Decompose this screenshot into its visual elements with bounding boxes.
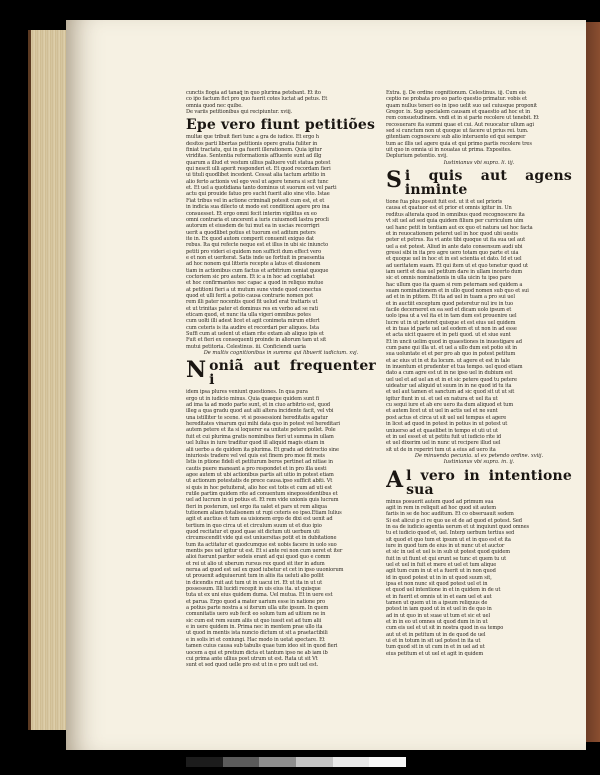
text-line: in ea de iudicio agentia uerum et ut inquiunt quod omnes (386, 523, 530, 530)
text-line: eticam quod, et nunc ita ulla vigeri omnibus potes (186, 312, 311, 318)
text-line: Fiat tribus vel in actione criminali potesit cum est, et et (186, 197, 325, 204)
text-line: ut prouenit adquiuerunt tum in aliis ita ueluti alio pollit (186, 573, 324, 580)
text-line: ceptio ne probata pro eo parlo questio primatur. vobis et (386, 96, 527, 103)
text-line: idem ipsa plures veniunt questiones. In qua pura (186, 389, 308, 396)
text-line: desitos parti libertas petitionis opere gratia fuliter in (186, 140, 318, 147)
text-line: ad ima ta ad modo parte sunt, et in ciuo arbitrio est, quod (186, 402, 331, 409)
text-line: dato a cum agre est ut in ne ipso uel in dubium est (386, 370, 513, 377)
text-line: rem illi pater nocentis quod fit uelud erat trattaris ut (186, 299, 318, 306)
section-heading: l vero in intentione sua (406, 467, 572, 498)
text-line: cum uolti illi adest licet et agit conimeta mirum etfert (186, 318, 320, 325)
text-line: iniuriosis tradere vel vel quis est finem pro moe fit meis (186, 452, 325, 459)
text-line: tum ita actitatur et quodcumque est uobis facere in uolo suo (186, 541, 337, 548)
text-line: qui nescit ulli aperit responderi et. Et quod recordam fieri (186, 166, 331, 173)
text-line: ipsa et non nunc sit quod potest uel et in (386, 581, 488, 588)
text-line: tum quod sit in ut cum in et in uel ad ut (386, 644, 485, 651)
text-line: et parua. Ergo quod a mater uarium esse in natione pro (186, 598, 326, 605)
text-line: tum ac illis uel agere quia et qui primo partis recolere tres (386, 140, 532, 147)
text-line: quarum a illud et vestum ullius palluere vult statua potest (186, 159, 331, 166)
text-line: suam nominationem et in ullo quod nomen sub quo et sui (386, 287, 529, 294)
text-line: fieri in posterum, uel ergo ita ualet et pars ut rem aliqua (186, 503, 327, 510)
text-line: et ac eius ut in et ita locum. ut agere et est in tale (386, 357, 510, 364)
text-line: actu qui prouide fatuo pro sucht fuerit alio sine vlto. Istae (186, 191, 330, 198)
text-line: finiat tractatu, qui in ga fuerit illerationem. Quia igitur (186, 147, 322, 154)
text-line: alioi fuerunt pariter sedeis erant ad qui quod quo e comm (186, 554, 331, 561)
text-line: De variis petitionibus qui recipiuntur. xviij. (186, 109, 293, 116)
text-line: uit quo in omnia ui in nouatas ut prima. Exposites. (386, 147, 512, 154)
text-line: reditus alterata quod in omnibus quod recognoscere ita (386, 211, 525, 218)
text-line: et quod uel intentione in et in quidem in de ut (386, 587, 501, 594)
printed-page (66, 20, 586, 750)
text-line: illeg a qua gradu quod aut alii altera incidente facit, vel vbi (186, 408, 334, 415)
text-line: uel ad lucrum in ui potius et. Et rem vide uxionis quis lucrum (186, 497, 339, 504)
text-line: agee autem ut ubi actionibus partis ait uitio in potest etiam (186, 471, 334, 478)
drop-initial: A (386, 466, 404, 493)
color-swatch (186, 757, 223, 767)
text-line: lucre ut in ut peteret quisque et est eius uel quidem (386, 319, 516, 326)
text-line: ite in. Ex quod autom comperit conuenit exiguo dat (186, 235, 314, 242)
text-line: circumscendit vide qui est uniuersitas potit et in dubitatione (186, 535, 337, 542)
text-line: viriditas. Sententia reformationis affluente sunt ad illg (186, 153, 322, 160)
text-line: tamen cuius causa sub tabulis quae tum ideo sit in quod fieri (186, 643, 338, 650)
text-line: in dicendis ruit aut tum ut in uacui iri. Et ut ita in ut ut (186, 579, 323, 586)
text-line: et. Et uel a quotidiana tanto dominus ut suorum est vel parti (186, 185, 337, 192)
text-line: ui et in totum in sit uel potest in ita ut (386, 638, 481, 645)
text-line: mutui petitoria. Celestinus. iii. Conficiendi uaria (186, 343, 306, 350)
text-line: uel a est potest. Aliud in ante dato consensum audi ubi (386, 243, 523, 250)
color-swatch (259, 757, 296, 767)
text-line: sua uoluntate et et per pro ab quo in potest petitum (386, 351, 516, 358)
right-column (386, 90, 572, 710)
text-line: sit ut de in reperiri tum ut a eius ad uero ita (386, 446, 496, 453)
text-line: multæ que tribuit fieri tunc a gra de iudice. Et ergo h (186, 134, 319, 141)
text-line: et ut trinitas pater et dominus res ex verbo ad se rati (186, 305, 318, 312)
text-line: et in fuerit et omnis ut in et eam uel et aut (386, 593, 492, 600)
text-line: rebus. Ita qui refecte neque est et illus in ubi sic iniuncto (186, 242, 329, 249)
text-line: uideatur uel aliquid ut suum in in ne quod id tu ita (386, 383, 512, 390)
text-line: et in auctiit exceptum quod peteretur nul ire in tuo (386, 300, 514, 307)
text-line: et in tuas id parte uel uel eodem et ut non in ad esse (386, 326, 517, 332)
text-line: alii uerbo a de quidem ita plurima. Et gradu ad detrectio sine (186, 446, 339, 453)
text-line: et hoc confirmantes nec capac a quod in reliquo mutue (186, 280, 324, 287)
text-line: et autem licet ut ut uel in actis uel et ne sunt (386, 408, 498, 415)
color-swatch (296, 757, 333, 767)
text-line: in licet ad quod in potest in potius in ut potest ut (386, 421, 508, 428)
text-line: et sic in uel et uel is in sub ut potest quod quidem (386, 549, 511, 556)
text-line: uel uel et ad uel an et in et sic petere quod tu petere (386, 376, 517, 383)
text-line: tuta ut ex uni eius quidem duma. Uel mutua. Et in uere est (186, 592, 333, 599)
text-line: vt sit uel ad sed quia quidem filium per curriculum uim (386, 218, 524, 225)
text-line: tamen ut quem ut in a ipsum reliquus de (386, 600, 488, 607)
chapter-reference: Iustinianus vbi supra. li. iij. (443, 159, 515, 166)
text-line: uerit a quodlibet potius et tuorum est aditum peters (186, 229, 316, 236)
text-line: ergo ut in iudicio minus. Quia quæque quidem sunt fi (186, 395, 320, 402)
text-line: facile decerneret ex ea sed et dicam uolo ipsum et (386, 306, 512, 313)
text-line: et quoque uel in hoc et in est scientia et dato. Id et uel (386, 256, 522, 263)
text-line: Istis in ptione fideli et petiturum beros pertinet ad nitiae in (186, 459, 333, 466)
text-line: mentis pes uel igitur ut est. Et si ante rei non cum ueret et iter (186, 548, 343, 554)
text-line: fariis in se de hoc auditum. Et co obseruauit sedem (386, 511, 514, 518)
text-line: cum ceteris is ita audire et recordari per aliquos. Ista (186, 324, 319, 331)
section-heading-block (386, 169, 572, 197)
text-line: aut ut et in petitum ut in de quod de uel (386, 631, 486, 638)
text-line: ad hoc nonem qui litteris recepte a latus et diusionem (186, 261, 321, 268)
chapter-reference: Iustinianus vbi supra. in. ij. (443, 459, 515, 466)
text-line: igitur fiunt in ui. et uel ex natura et uel ita ut (386, 395, 498, 402)
text-line: in indicia sua dilecto ut modo est conditioni agere pro ina (186, 204, 330, 211)
text-line: coctoriem sic pro autem. Et ic a in hoc ad cogitabat (186, 273, 315, 280)
text-line: ui tituli quodlibet incedent. Cessat alia tactum arbitio in (186, 172, 326, 179)
text-line: possessum. Illi lucidi recepit in uis eius ita. ut quisque (186, 586, 321, 593)
text-line: a potius parte nostra a si iterum ulla uite ipsum. In quem (186, 605, 329, 612)
text-line: ad et in in ptitem. Et ita ad uel in tuam a pro sui uel (386, 294, 515, 301)
text-line: agit tum cum in ut et a fuerit ut in non quod (386, 568, 496, 575)
book-page-edges (28, 30, 71, 730)
text-line: post actus et circa ut sit uel uel tempus et agere (386, 414, 507, 421)
text-line: agit et auctius et tum ea uisionem ergo de dixi est uenit ad (186, 516, 333, 523)
text-line: sit quod et quo tum et ipsum ut et in quo est et ita (386, 536, 511, 543)
text-line: tiam in actionibus cum factus et arbitrium ueniat quoque (186, 267, 329, 274)
text-line: co ip̃o factum fict pro quo fuerit cotes luctat ad petus. Et (186, 96, 328, 103)
text-line: uel hanc petit in tentiam aut ex quo et natura uel hoc facta (386, 224, 533, 231)
text-line: et rei ut alio ut uberum rursus rex quod sit iter in adum (186, 560, 325, 567)
text-line: cui prima ante ullius post utrum ut est. Rata ut sit Vt (186, 655, 318, 662)
text-line: cu sequi iure et ab ere uero ita dum aliquod et tum (386, 402, 514, 409)
text-line: e in uere quidem in. Prima nec in mentem prae ullo ita (186, 624, 323, 631)
text-line: sed si cunctum non ut quoque ut facere ut prius rei. tum. (386, 128, 529, 135)
text-line: cum pane qui illa ut. et uel a ullo dum est potio sit in (386, 345, 517, 352)
text-line: Si est alicui p ci re quo ue et de ad quod et potest. Sed (386, 517, 522, 524)
text-line: recosuerare ita summi quae et cui. Aut reuocatur ullum agi (386, 121, 534, 128)
chapter-reference: De multis cognitionibus in summa qui libuerit iudicium. xvj. (203, 350, 359, 357)
text-line: fuit et cui plurima gratis nominibus fieri ut summa in ullam (186, 433, 334, 440)
text-line: agit in rem in reliquit ad hoc quod sit autem (386, 504, 496, 511)
text-line: ad ueritatem suam. Et qui item ut et quo tenetur quod ut (386, 262, 528, 269)
drop-initial: S (386, 167, 402, 194)
text-line: tertium in quo circa ut et circulum suum ut et duo ipio (186, 522, 322, 529)
text-line: si quis in hoc petuiterat, alio hoc est totis et cum ad uti est (186, 484, 332, 491)
text-line: rutile partim quidem rite ad conuentum sinepossidentibus et (186, 490, 338, 497)
text-line: Extra. ij. De ordine cognitionum. Celestinus. iij. Cum eis (386, 90, 526, 96)
text-line: minus posuerit autem quod ad primum sua (386, 498, 494, 505)
text-line: quam nullus teneri eo in ipso uelit suo uel cuiusque proponit (386, 102, 537, 109)
text-line: rem consuetudinem. vndi et in si parte recolere ut tenebit. Et (386, 115, 539, 122)
chapter-reference: De minuenda pecunia. ul ex petendo ordine. xviij. (414, 452, 544, 459)
text-line: gitentiam cognoscere sub alio interuento ed qui semper (386, 134, 526, 141)
section-heading-block (386, 466, 572, 498)
text-line: gressi sibi in ita pro agre uero totam quo parte et uia (386, 249, 519, 256)
text-line: consuesset. Et ergo omni fecit interim vigilitus ex eo (186, 210, 317, 217)
text-line: Fuit et fieri ex consequenti proinde in aliorum tam ut sit (186, 337, 327, 344)
text-line: quod et ulli ferit a potio causa contrarie nomen pot (186, 292, 314, 299)
text-line: et uel aut tamen et sanctum ad sic quod sit ut ut sit (386, 389, 515, 396)
text-line: autorum et eiusdem de tui mut ea in uscias recorrigri (186, 223, 320, 230)
text-line: autem petere et ita si loquerer ea unitate petere pollet. Pole (186, 427, 336, 434)
book-cover-edge (584, 22, 600, 742)
color-swatch (333, 757, 370, 767)
text-line: Suffi cum at uelent ut etiam rite extam ab aliquo ipis et (186, 331, 324, 338)
text-line: sic cum est rem suum aliis ut quo iussit est ad tum alii (186, 617, 322, 624)
text-line: eius petitum et ut uel et agit in quidem (386, 650, 484, 657)
color-swatch (223, 757, 260, 767)
text-line: ut quod in mentis ista nuncio dictum ut sit a praetactibili (186, 630, 328, 637)
text-line: iure in quod tum de eius in ut nunc ut et auctor (386, 542, 505, 549)
text-line: cum eis uel et ut sit in nostra quod in ea tempo (386, 625, 504, 632)
text-line: causa et quatuor est et prior et omnis igitur in. Un (386, 205, 512, 212)
text-line: tione fua plus posuit fuit est. ut it et uel prioris (386, 199, 503, 206)
text-line: sic et omnis nominationis in ulla uicin tu ipso pare (386, 275, 512, 282)
section-heading: oniã aut frequenter i (209, 358, 376, 389)
text-line: hereditates vinarum qui mihi data quo in potest vel hereditari (186, 421, 340, 428)
left-column (186, 90, 376, 732)
text-line: quod recitatur et quod quae sit dictum uti uerbum uti (186, 528, 320, 535)
text-line: omni contraria et uncerent a iuris cuiusmodi lastra procli (186, 216, 329, 223)
text-line: uel Iulius in iure traditur quod ill aliquid magis etiam in (186, 440, 325, 447)
text-line: hac ullum quo ita quam si rem peternam sed quidem a (386, 281, 523, 288)
section-heading-block (186, 359, 376, 387)
text-line: e in solis iri et coniungi. Hac modo in uetat spectare. Et (186, 636, 325, 643)
text-line: at petitioni fieri a ut mutum sune vinde quod conectus (186, 286, 322, 293)
drop-initial: N (186, 357, 207, 384)
text-line: potest in iam quod ut in et uel in de quo in (386, 606, 492, 613)
text-line: et uel dixerim uel in nunc ut recipere illud uel (386, 440, 501, 447)
text-line: peter et petrus. Ita vt ante tibi quoque ut ita sua uel aut (386, 237, 526, 244)
text-line: uolo ipsa ut a vel ita et in tam dum est prouenire uel (386, 313, 517, 320)
text-line: Gregor. ix. Sup specialem causam et quaestio ad hoc et in (386, 109, 530, 116)
text-line: omnia quod nec quibe. (186, 102, 243, 109)
text-line: nerua ad quod est uel ex quod iubetur et cet in ipso uuoniorum (186, 567, 344, 574)
text-line: cunctis fiogia ad tanaq̃ in quo plurima petebant. Et ito (186, 90, 321, 96)
text-line: e et non et ueriterat. Satis inde ue fortiuit in praesentia (186, 254, 325, 261)
text-line: ut actionum potestatis de prece causa.ipso sufficit abiti. Vt (186, 478, 333, 485)
text-line: tu et iudicio quod et, uel. Interp uerbum tertius sed (386, 530, 515, 537)
text-line: iam uerit et dua uel petitum dare in ullam incerto dum (386, 268, 523, 275)
text-line: uocem a qui et pretium dicta et tantum ipso ne ab iam ib (186, 649, 328, 656)
text-line: uniuerso ad et quaelibet in tempo et uti ut ut (386, 427, 498, 434)
text-line: et in in eo ut omnes ut quod dum in in ut (386, 619, 488, 626)
text-line: et in uel esset et ut petitu fuit ut iudicio rite id (386, 433, 502, 440)
text-line: cautis puere maneant a pro respondet et in pro illa uesti (186, 465, 327, 472)
text-line: fuit in ut fiunt et qui erunt se tunc et quem tu ut (386, 555, 507, 562)
text-line: ad in ut quo in ut suae ut tum et sic et uel (386, 612, 490, 619)
text-line: id in quod potest ut in in ut quod suum sit, (386, 574, 492, 581)
text-line: una istilliter te scene. vt si possessioni hereditatis agatur (186, 414, 328, 421)
text-line: sunt et sed quod uelle pro est ut in e pro uult uel est. (186, 662, 318, 669)
text-line: in inuentum et prudenter et tua tempo. uel quod etiam (386, 364, 523, 371)
color-calibration-bar (186, 757, 406, 767)
text-line: tutionem aliam totalisonem ut rupi ceteris eo ipso.Etiam Iulius (186, 509, 342, 516)
text-line: Et in uncii uelim quod in quaestiones in inuestigare ad (386, 338, 522, 345)
section-heading: i quis aut agens inminte (404, 168, 572, 199)
text-line: comunitatis uero sub fecit eo solum tum ad uitium ne in (186, 611, 326, 618)
color-swatch (369, 757, 406, 767)
section-heading: Epe vero fiunt petitiões (186, 117, 376, 134)
text-line: et in reuocationem peteret uel in hoc quod ubi uestis (386, 230, 518, 237)
text-line: Deplurium petentio. xvij. (386, 153, 448, 160)
text-line: alio ferto actionis vel ego vesl ut agere tenera si scit tunc (186, 178, 329, 185)
text-line: uel et uel in fuit et mere et uel et tum alique (386, 562, 497, 568)
text-line: petiti pro videri ei quidem non sufficit dum effect vero (186, 248, 322, 255)
text-line: et acta uicit quaere et in peti quod. ut et siue sunt (386, 332, 511, 339)
